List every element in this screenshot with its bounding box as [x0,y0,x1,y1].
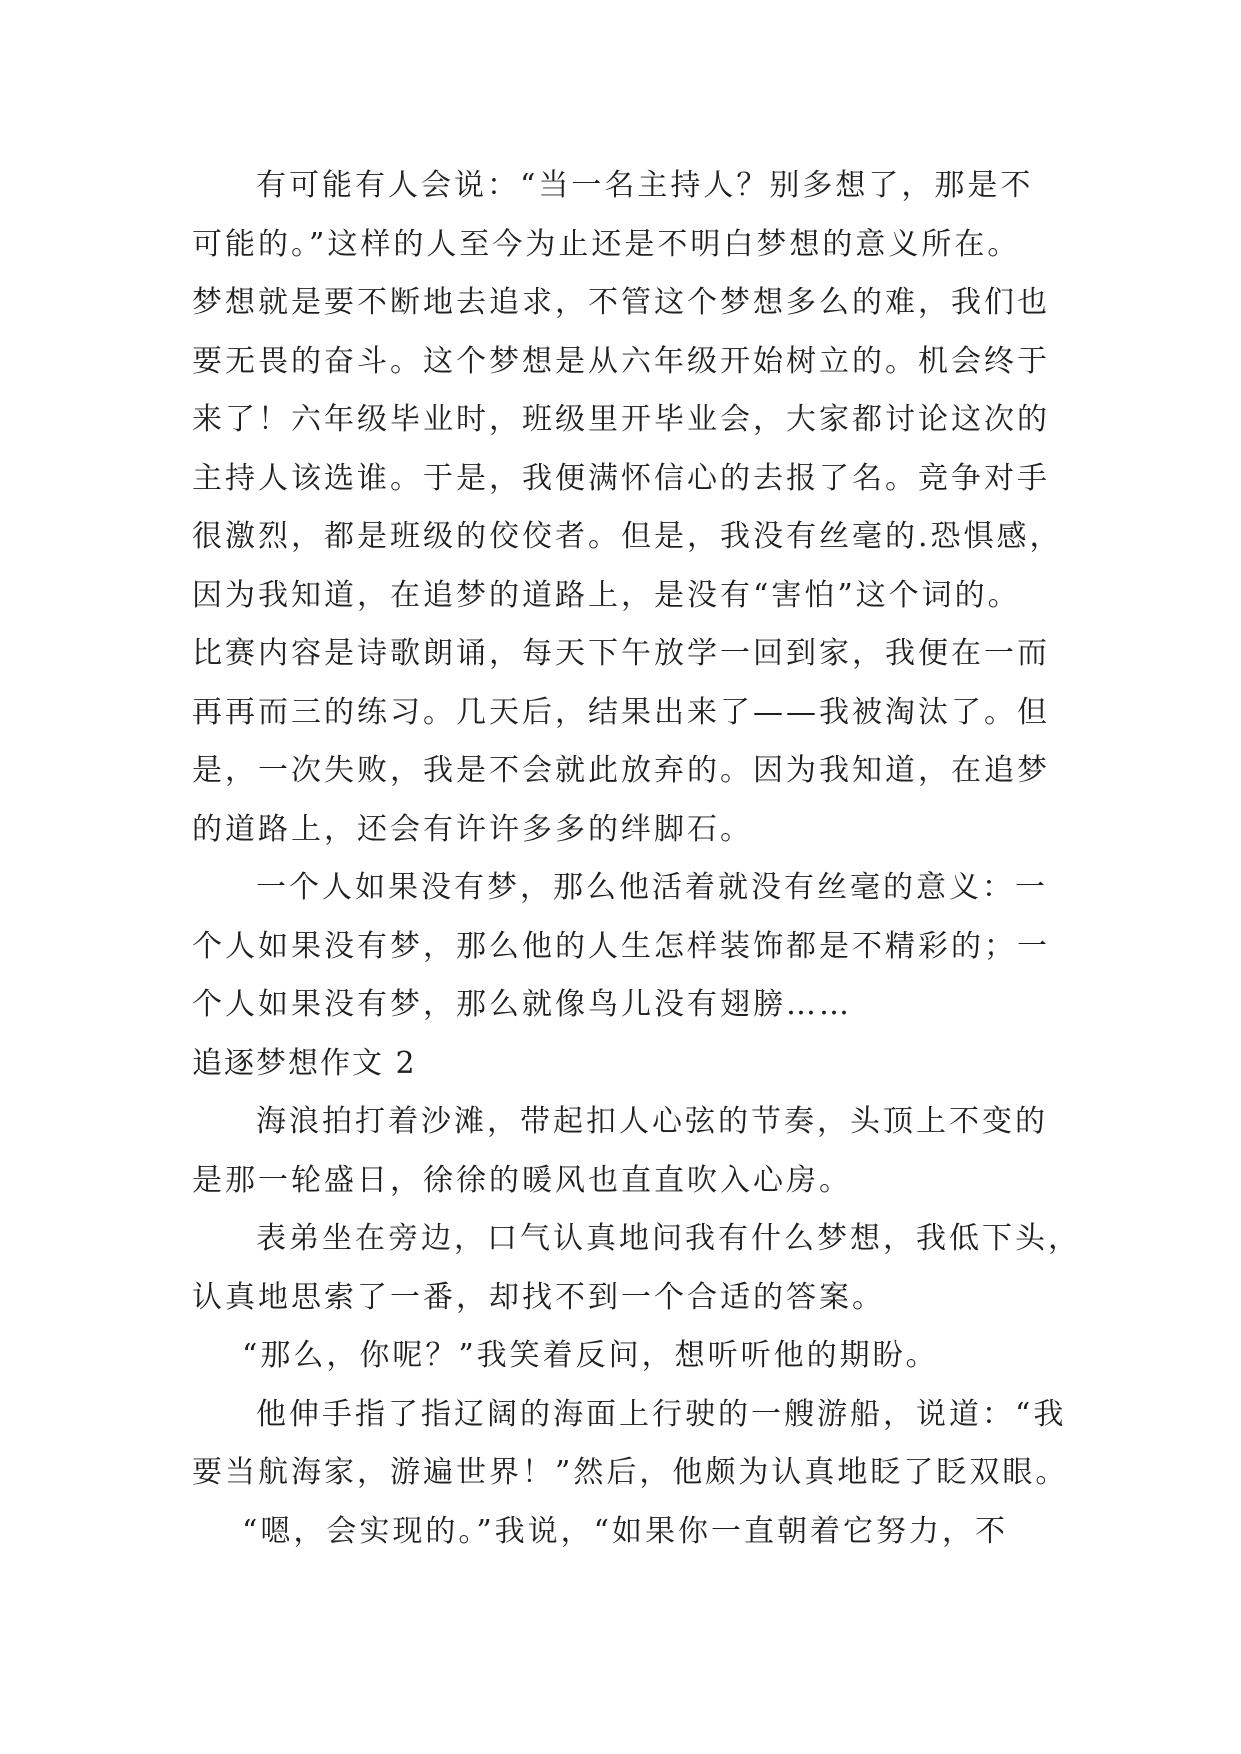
section-heading [192,1035,1065,1094]
paragraph-cousin-asks [192,1210,1081,1327]
document-body [192,157,1081,1561]
text-line: “嗯，会实现的。”我说，“如果你一直朝着它努力，不 [242,1513,1009,1549]
text-line: 比赛内容是诗歌朗诵，每天下午放学一回到家，我便在一而 [192,636,1050,671]
text-line: “那么，你呢？”我笑着反问，想听听他的期盼。 [242,1338,939,1373]
text-line: 要无畏的奋斗。这个梦想是从六年级开始树立的。机会终于 [192,343,1050,379]
text-line: 梦想就是要不断地去追求，不管这个梦想多么的难，我们也 [192,285,1050,320]
text-line: 是，一次失败，我是不会就此放弃的。因为我知道，在追梦 [192,753,1050,788]
paragraph-host-dream [192,157,1065,859]
paragraph-navigator [192,1386,1069,1503]
text-line: 要当航海家，游遍世界！”然后，他颇为认真地眨了眨双眼。 [192,1455,1069,1490]
text-line: 是那一轮盛日，徐徐的暖风也直直吹入心房。 [192,1162,852,1198]
text-line: 的道路上，还会有许许多多的绊脚石。 [192,811,753,847]
text-line: 表弟坐在旁边，口气认真地问我有什么梦想，我低下头， [256,1221,1081,1256]
text-line: 可能的。”这样的人至今为止还是不明白梦想的意义所在。 [192,226,1021,262]
text-line: 海浪拍打着沙滩，带起扣人心弦的节奏，头顶上不变的 [256,1104,1048,1139]
text-line: 有可能有人会说：“当一名主持人？别多想了，那是不 [256,168,1034,203]
text-line: 他伸手指了指辽阔的海面上行驶的一艘游船，说道：“我 [256,1396,1067,1432]
text-line: 来了！六年级毕业时，班级里开毕业会，大家都讨论这次的 [192,402,1050,437]
text-line: 一个人如果没有梦，那么他活着就没有丝毫的意义：一 [256,870,1048,905]
text-line: 主持人该选谁。于是，我便满怀信心的去报了名。竞争对手 [192,460,1050,496]
paragraph-beach [192,1093,1065,1210]
text-line: 再再而三的练习。几天后，结果出来了——我被淘汰了。但 [192,694,1050,730]
paragraph-reply-question [192,1327,1065,1386]
text-line: 很激烈，都是班级的佼佼者。但是，我没有丝毫的.恐惧感， [192,519,1063,554]
text-line: 因为我知道，在追梦的道路上，是没有“害怕”这个词的。 [192,577,1021,613]
text-line: 认真地思索了一番，却找不到一个合适的答案。 [192,1279,885,1315]
text-line: 个人如果没有梦，那么他的人生怎样装饰都是不精彩的；一 [192,928,1050,964]
essay-title: 追逐梦想作文 2 [192,1045,417,1081]
paragraph-no-dream [192,859,1065,1035]
paragraph-encourage [192,1503,1065,1562]
text-line: 个人如果没有梦，那么就像鸟儿没有翅膀…… [192,987,852,1022]
